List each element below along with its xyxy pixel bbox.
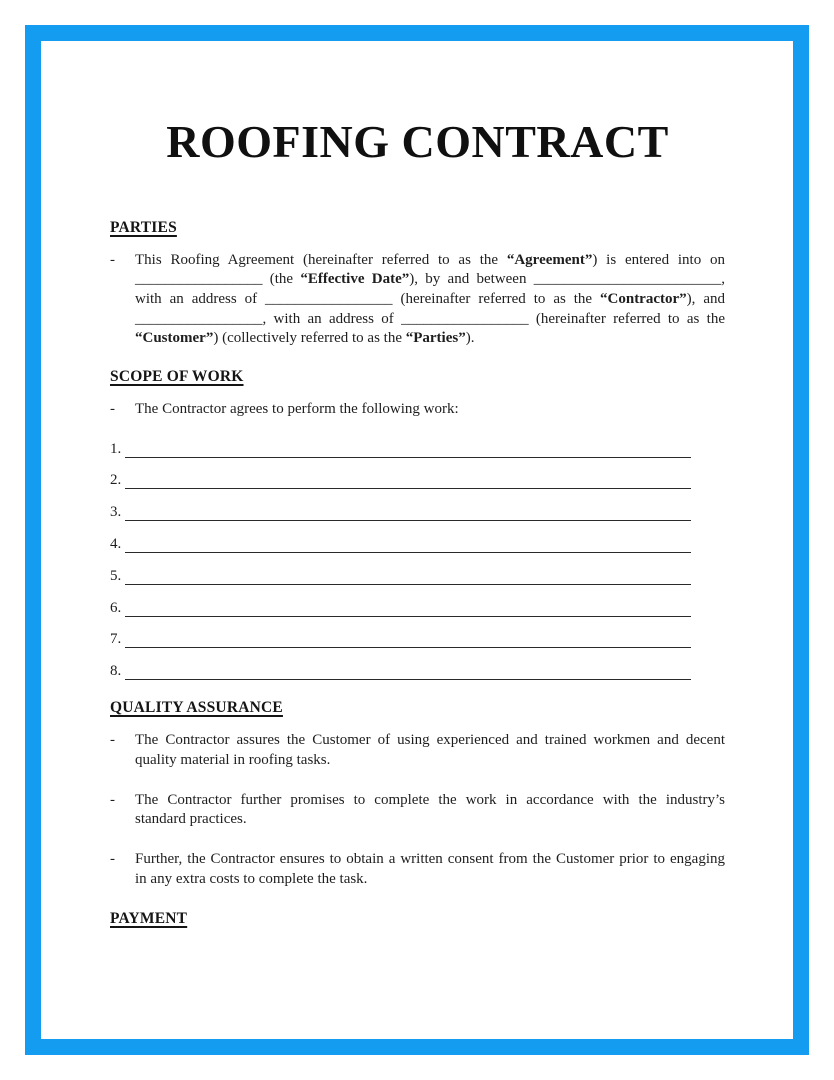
work-item-number: 4.	[110, 536, 122, 552]
work-item-number: 5.	[110, 567, 122, 584]
work-item-number: 3.	[110, 504, 122, 521]
text-segment: ).	[465, 330, 475, 347]
bullet-dash: -	[110, 851, 115, 867]
quality-bullet	[110, 731, 725, 770]
work-item-number: 2.	[110, 472, 122, 489]
bullet-dash: -	[110, 791, 115, 808]
page-title: ROOFING CONTRACT	[166, 116, 669, 167]
parties-paragraph-lines	[135, 251, 725, 350]
section-heading-parties: PARTIES	[110, 218, 177, 236]
paragraph-line: in any extra costs to complete the task.	[135, 870, 368, 887]
text-segment: with an address of _________________ (hereinafter referred to as the	[135, 291, 601, 307]
work-item-number: 1.	[110, 440, 122, 457]
work-item-row	[110, 585, 725, 617]
defined-term: “Parties”	[405, 330, 466, 347]
bullet-dash: -	[110, 401, 115, 418]
section-heading-quality: QUALITY ASSURANCE	[110, 699, 283, 717]
section-parties	[110, 218, 725, 350]
section-scope-of-work	[110, 367, 725, 680]
scope-intro-text: The Contractor agrees to perform the following work:	[135, 401, 459, 418]
work-item-row	[110, 521, 725, 553]
work-item-number: 8.	[110, 663, 122, 680]
section-heading-payment: PAYMENT	[110, 910, 188, 928]
blank-line	[125, 616, 691, 617]
text-segment: This Roofing Agreement (hereinafter referred to as the	[135, 251, 507, 268]
text-segment: ), and	[686, 291, 725, 307]
blank-line	[125, 584, 691, 585]
paragraph-line	[135, 329, 725, 349]
paragraph-line: Further, the Contractor ensures to obtain a written consent from the Customer prior to engaging	[135, 851, 725, 867]
defined-term: “Effective Date”	[300, 271, 410, 288]
paragraph-line: The Contractor further promises to complete the work in accordance with the industry’s	[135, 791, 725, 808]
work-item-row	[110, 553, 725, 585]
text-segment: ), by and between _________________________,	[409, 271, 725, 288]
bullet-dash: -	[110, 251, 115, 268]
blank-line	[125, 647, 691, 648]
blank-line	[125, 679, 691, 680]
paragraph-line	[135, 270, 725, 290]
paragraph-line	[135, 251, 725, 271]
paragraph-line	[135, 290, 725, 310]
work-item-row	[110, 617, 725, 649]
text-segment: ) (collectively referred to as the	[213, 330, 406, 347]
text-segment: _________________, with an address of _________________ (hereinafter referred to as the	[135, 310, 725, 327]
work-item-row	[110, 648, 725, 680]
parties-paragraph	[110, 251, 725, 350]
work-item-number: 6.	[110, 599, 122, 616]
text-segment: ) is entered into on	[592, 251, 725, 268]
quality-bullet	[110, 791, 725, 830]
work-item-list	[110, 426, 725, 680]
paragraph-line	[135, 310, 725, 330]
text-segment: _________________ (the	[135, 271, 301, 288]
blank-line	[125, 488, 691, 489]
quality-bullet	[110, 850, 725, 889]
paragraph-line: standard practices.	[135, 811, 247, 828]
work-item-row	[110, 489, 725, 521]
work-item-number: 7.	[110, 631, 122, 648]
bullet-dash: -	[110, 732, 115, 749]
paragraph-line: quality material in roofing tasks.	[135, 751, 331, 768]
scope-intro	[110, 400, 725, 420]
document-content	[41, 41, 793, 1039]
paragraph-line: The Contractor assures the Customer of using experienced and trained workmen and decent	[135, 732, 725, 749]
work-item-row	[110, 426, 725, 458]
blank-line	[125, 457, 691, 458]
defined-term: “Contractor”	[600, 291, 687, 307]
section-quality-assurance	[110, 698, 725, 889]
blank-line	[125, 552, 691, 553]
blank-line	[125, 520, 691, 521]
section-heading-scope: SCOPE OF WORK	[110, 368, 244, 386]
defined-term: “Customer”	[135, 330, 214, 347]
section-payment	[110, 909, 725, 928]
work-item-row	[110, 458, 725, 490]
defined-term: “Agreement”	[506, 251, 593, 268]
